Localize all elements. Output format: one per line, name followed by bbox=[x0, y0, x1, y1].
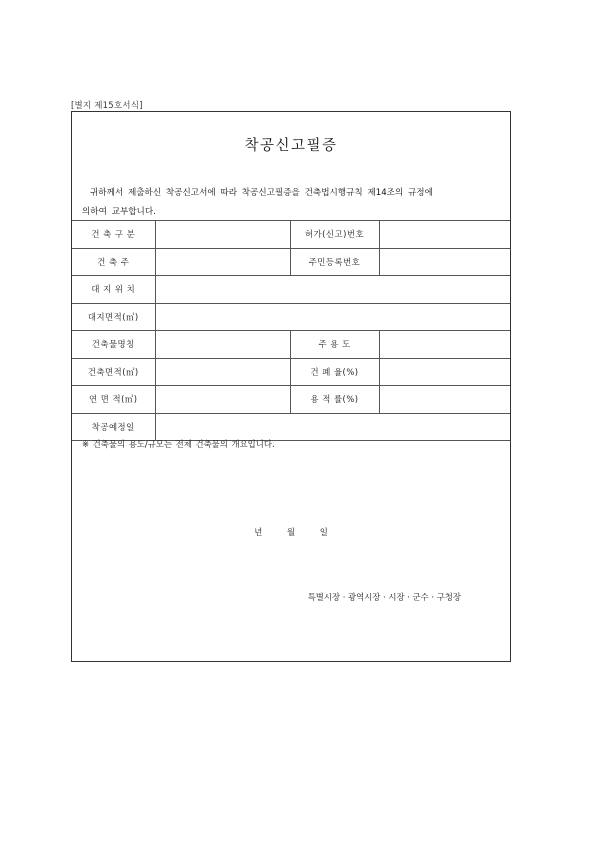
coverage-ratio-value[interactable] bbox=[379, 358, 510, 386]
owner-value[interactable] bbox=[155, 248, 290, 276]
start-date-value[interactable] bbox=[155, 413, 510, 441]
total-floor-area-label: 연 면 적(㎡) bbox=[72, 386, 155, 414]
start-date-label: 착공예정일 bbox=[72, 413, 155, 441]
building-type-value[interactable] bbox=[155, 221, 290, 249]
site-area-value[interactable] bbox=[155, 303, 510, 331]
intro-text bbox=[82, 184, 500, 222]
resident-number-value[interactable] bbox=[379, 248, 510, 276]
building-type-label: 건 축 구 분 bbox=[72, 221, 155, 249]
total-floor-area-value[interactable] bbox=[155, 386, 290, 414]
intro-line-2: 의하여 교부합니다. bbox=[82, 207, 156, 217]
floor-area-ratio-value[interactable] bbox=[379, 386, 510, 414]
document-title: 착공신고필증 bbox=[244, 138, 338, 154]
year-label: 년 bbox=[254, 527, 263, 537]
table-row bbox=[72, 248, 510, 276]
owner-label: 건 축 주 bbox=[72, 248, 155, 276]
building-name-label: 건축물명칭 bbox=[72, 331, 155, 359]
intro-line-1: 귀하께서 제출하신 착공신고서에 따라 착공신고필증을 건축법시행규칙 제14조의 규정에 bbox=[90, 188, 433, 198]
table-row bbox=[72, 358, 510, 386]
permit-number-value[interactable] bbox=[379, 221, 510, 249]
certificate-frame bbox=[71, 111, 511, 662]
permit-number-label: 허가(신고)번호 bbox=[290, 221, 379, 249]
site-location-value[interactable] bbox=[155, 276, 510, 304]
month-label: 월 bbox=[286, 527, 296, 537]
footnote: ※ 건축물의 용도/규모는 전체 건축물의 개요입니다. bbox=[82, 439, 275, 449]
day-label: 일 bbox=[319, 527, 328, 537]
certificate-table bbox=[72, 220, 510, 441]
coverage-ratio-label: 건 폐 율(%) bbox=[290, 358, 379, 386]
building-name-value[interactable] bbox=[155, 331, 290, 359]
table-row bbox=[72, 386, 510, 414]
table-row bbox=[72, 276, 510, 304]
table-row bbox=[72, 413, 510, 441]
site-area-label: 대지면적(㎡) bbox=[72, 303, 155, 331]
table-row bbox=[72, 303, 510, 331]
issuing-authority: 특별시장 · 광역시장 · 시장 · 군수 · 구청장 bbox=[307, 592, 461, 602]
issue-date bbox=[72, 526, 510, 538]
building-area-value[interactable] bbox=[155, 358, 290, 386]
resident-number-label: 주민등록번호 bbox=[290, 248, 379, 276]
table-row bbox=[72, 221, 510, 249]
form-number-label: [별지 제15호서식] bbox=[71, 101, 143, 111]
main-use-label: 주 용 도 bbox=[290, 331, 379, 359]
building-area-label: 건축면적(㎡) bbox=[72, 358, 155, 386]
table-row bbox=[72, 331, 510, 359]
site-location-label: 대 지 위 치 bbox=[72, 276, 155, 304]
floor-area-ratio-label: 용 적 률(%) bbox=[290, 386, 379, 414]
main-use-value[interactable] bbox=[379, 331, 510, 359]
